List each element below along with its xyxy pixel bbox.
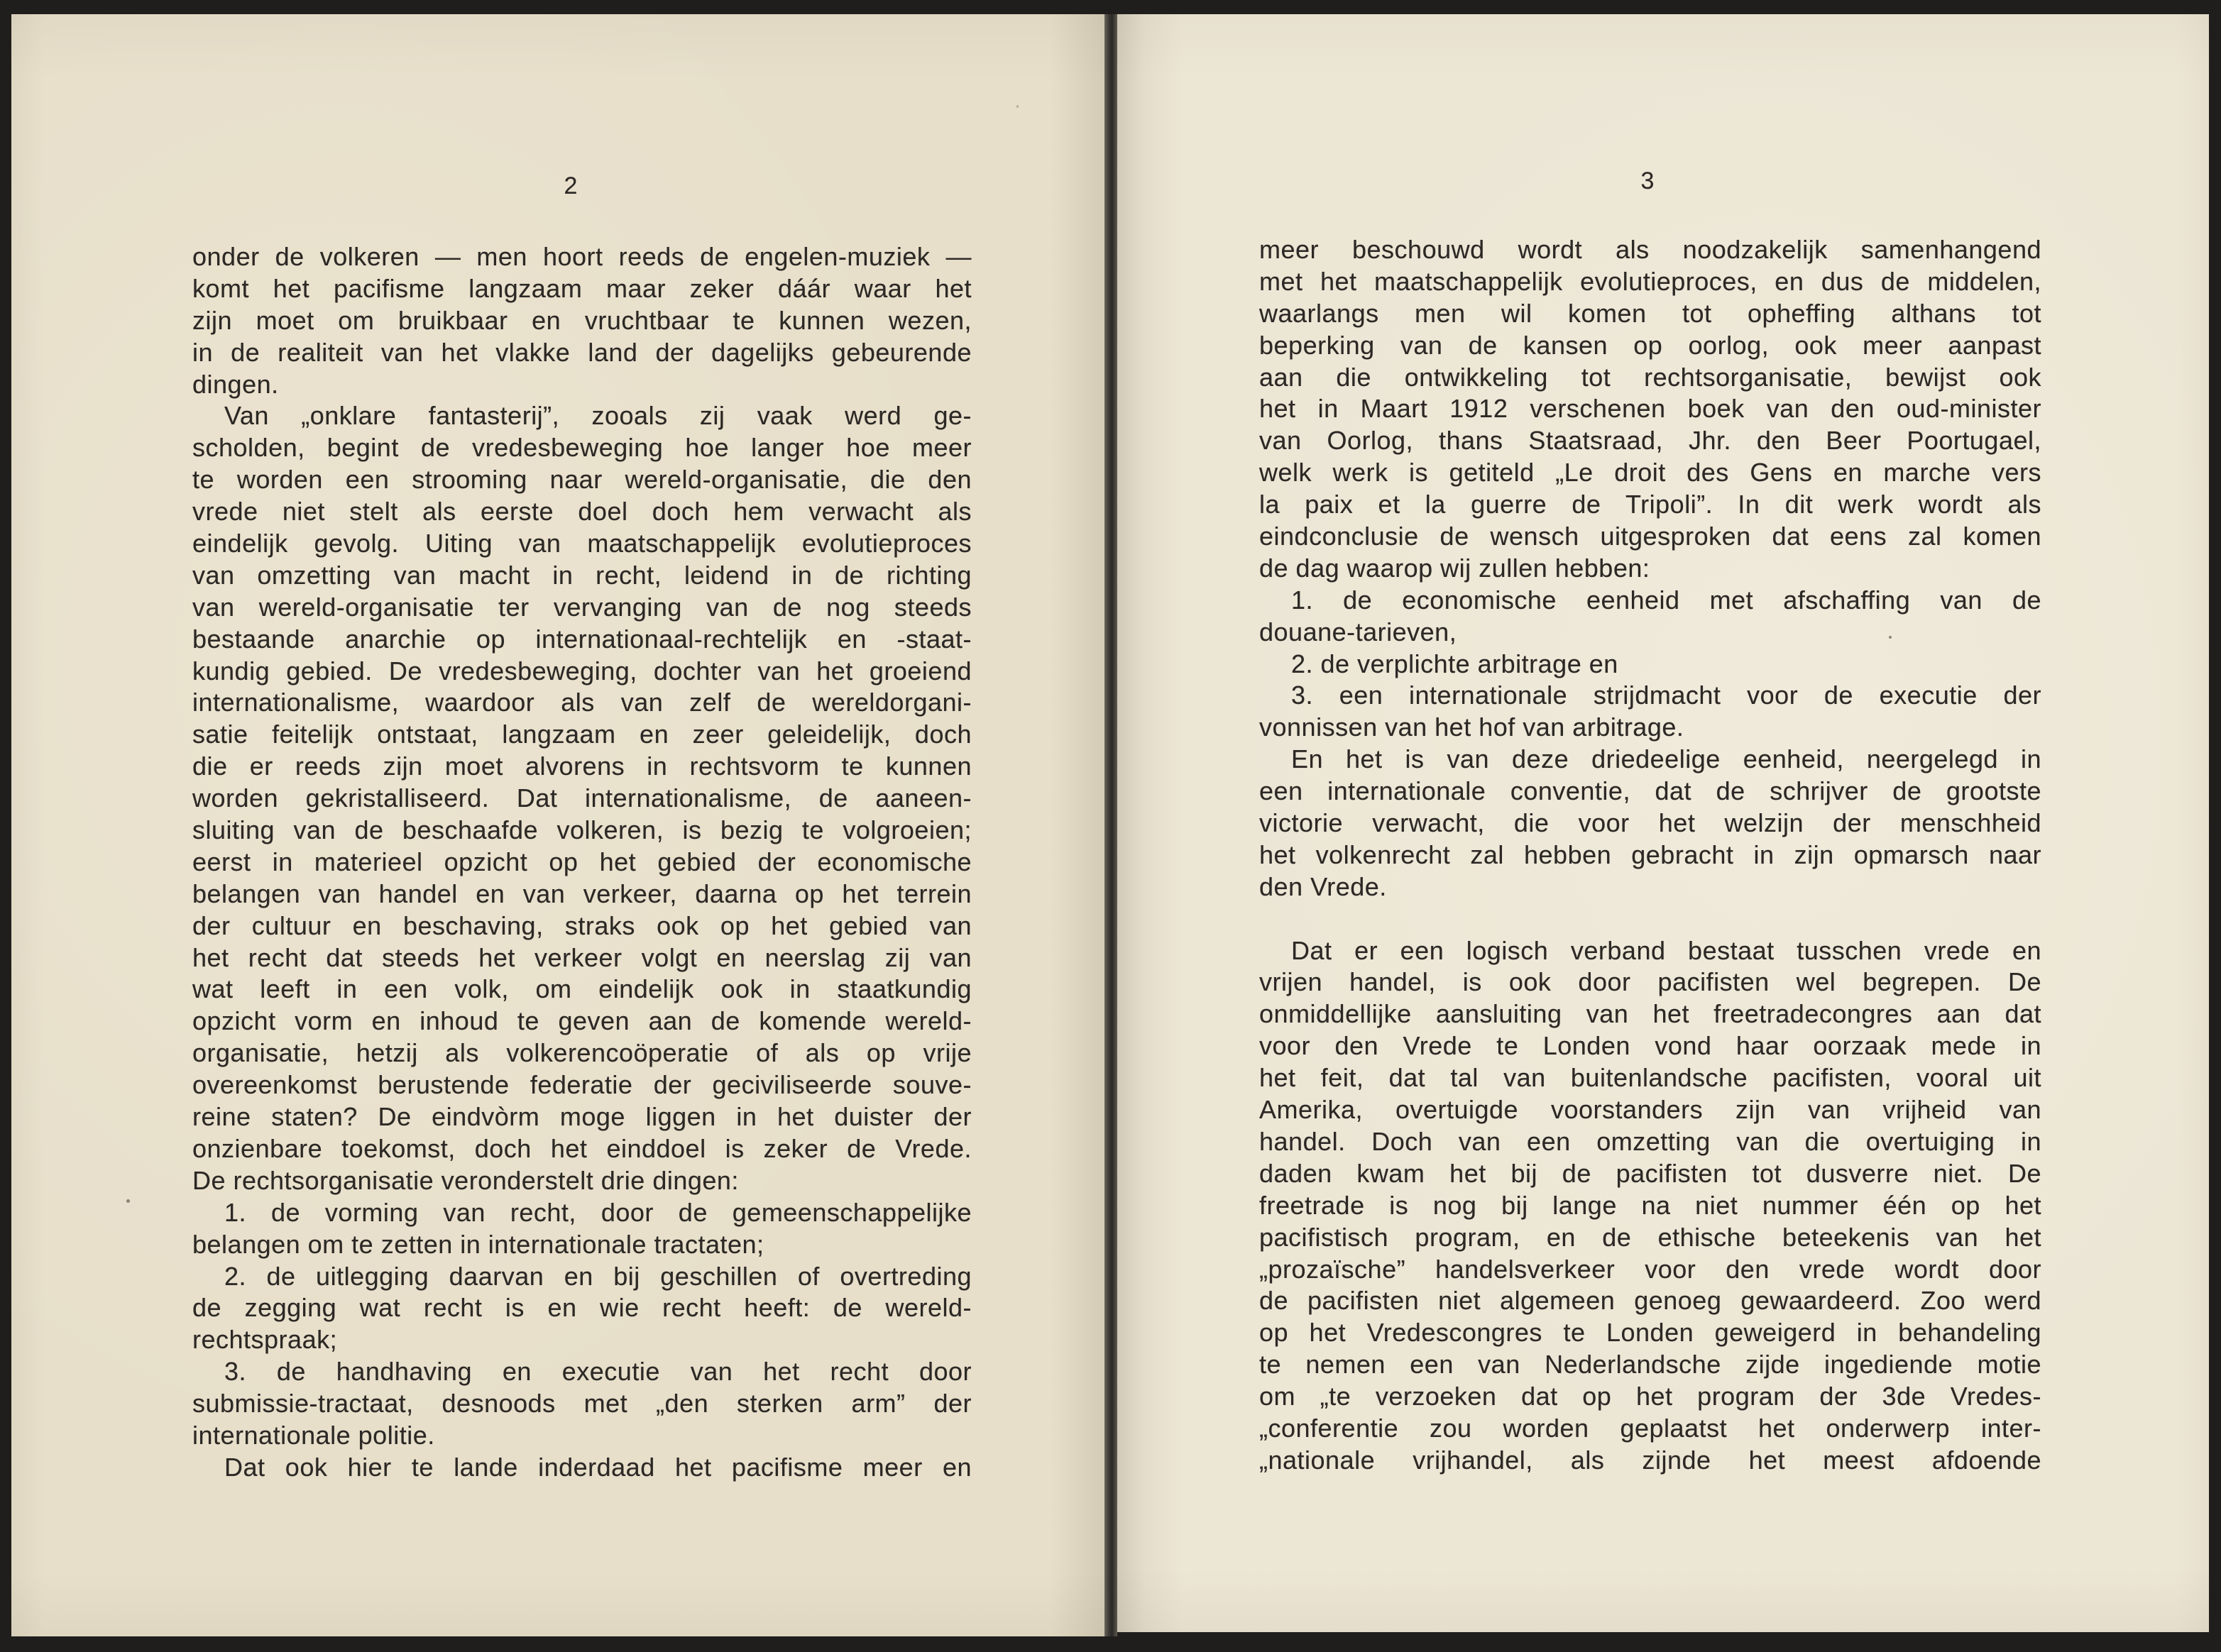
text-line: victorie verwacht, die voor het welzijn der menschheid (1259, 808, 2041, 838)
paragraph (1259, 744, 2041, 903)
text-line: la paix et la guerre de Tripoli”. In dit werk wordt als (1259, 490, 2041, 519)
text-line: scholden, begint de vredesbeweging hoe langer hoe meer (192, 433, 972, 463)
text-line: van Oorlog, thans Staatsraad, Jhr. den Beer Poortugael, (1259, 426, 2041, 456)
text-line: worden gekristalliseerd. Dat internationalisme, de aaneen- (192, 783, 972, 813)
text-line: daden kwam het bij de pacifisten tot dusverre niet. De (1259, 1158, 2041, 1188)
left-page (11, 14, 1104, 1636)
text-line: douane-tarieven, (1259, 617, 1457, 646)
text-line: 2. de verplichte arbitrage en (1291, 649, 1618, 678)
text-line: van wereld-organisatie ter vervanging van de nog steeds (192, 592, 972, 622)
text-line: „conferentie zou worden geplaatst het onderwerp inter- (1259, 1413, 2041, 1443)
text-line: internationale politie. (192, 1420, 435, 1450)
text-line: internationalisme, waardoor als van zelf de wereldorgani- (192, 688, 972, 717)
text-line: satie feitelijk ontstaat, langzaam en zeer geleidelijk, doch (192, 720, 972, 749)
text-line: waarlangs men wil komen tot opheffing althans tot (1259, 298, 2041, 328)
text-line: te nemen een van Nederlandsche zijde ingediende motie (1259, 1350, 2041, 1380)
text-line: eerst in materieel opzicht op het gebied der economische (192, 847, 972, 876)
text-line: dingen. (192, 369, 279, 399)
text-line: het recht dat steeds het verkeer volgt en neerslag zij van (192, 942, 972, 972)
text-line: Van „onklare fantasterij”, zooals zij vaak werd ge- (224, 401, 972, 431)
text-line: reine staten? De eindvòrm moge liggen in het duister der (192, 1102, 972, 1132)
paragraph (192, 1197, 972, 1261)
text-line: „prozaïsche” handelsverkeer voor den vrede wordt door (1259, 1254, 2041, 1284)
body-text (1259, 234, 2041, 1477)
body-text (192, 241, 972, 1484)
ink-speck (1016, 105, 1019, 108)
text-line: van omzetting van macht in recht, leidend in de richting (192, 560, 972, 590)
page-number: 3 (1640, 167, 1655, 194)
text-line: belangen van handel en van verkeer, daarna op het terrein (192, 879, 972, 908)
text-line: Dat er een logisch verband bestaat tusschen vrede en (1291, 935, 2041, 965)
text-line: rechtspraak; (192, 1325, 338, 1355)
paragraph (1259, 680, 2041, 744)
text-line: pacifistisch program, en de ethische beteekenis van het (1259, 1222, 2041, 1252)
text-line: om „te verzoeken dat op het program der 3de Vredes- (1259, 1382, 2041, 1411)
text-line: 3. een internationale strijdmacht voor de executie der (1291, 681, 2041, 710)
paragraph (1259, 585, 2041, 649)
text-line: onder de volkeren — men hoort reeds de engelen-muziek — (192, 242, 972, 271)
text-line: vrijen handel, is ook door pacifisten wel begrepen. De (1259, 967, 2041, 997)
section-break (1259, 903, 2041, 935)
text-line: submissie-tractaat, desnoods met „den sterken arm” der (192, 1389, 972, 1419)
text-line: 3. de handhaving en executie van het recht door (224, 1357, 972, 1387)
text-line: onmiddellijke aansluiting van het freetradecongres aan dat (1259, 999, 2041, 1029)
text-line: sluiting van de beschaafde volkeren, is bezig te volgroeien; (192, 815, 972, 845)
text-line: komt het pacifisme langzaam maar zeker dáár waar het (192, 273, 972, 303)
text-line: in de realiteit van het vlakke land der dagelijks gebeurende (192, 337, 972, 367)
paragraph (1259, 234, 2041, 585)
paragraph (192, 1261, 972, 1357)
text-line: den Vrede. (1259, 871, 1387, 901)
text-line: overeenkomst berustende federatie der geciviliseerde souve- (192, 1070, 972, 1100)
text-line: „nationale vrijhandel, als zijnde het meest afdoende (1259, 1445, 2041, 1475)
text-line: 2. de uitlegging daarvan en bij geschillen of overtreding (224, 1261, 972, 1291)
paragraph (192, 1356, 972, 1452)
text-line: eindelijk gevolg. Uiting van maatschappelijk evolutieproces (192, 529, 972, 558)
right-page (1117, 14, 2209, 1632)
text-line: 1. de vorming van recht, door de gemeenschappelijke (224, 1197, 972, 1227)
paragraph (1259, 649, 2041, 681)
text-line: het feit, dat tal van buitenlandsche pacifisten, vooral uit (1259, 1063, 2041, 1093)
text-line: met het maatschappelijk evolutieproces, en dus de middelen, (1259, 266, 2041, 296)
ink-speck (1889, 636, 1892, 639)
text-line: de dag waarop wij zullen hebben: (1259, 553, 1650, 583)
text-line: die er reeds zijn moet alvorens in rechtsvorm te kunnen (192, 751, 972, 781)
text-line: een internationale conventie, dat de schrijver de grootste (1259, 776, 2041, 806)
text-line: de zegging wat recht is en wie recht heeft: de wereld- (192, 1293, 972, 1323)
text-line: belangen om te zetten in internationale tractaten; (192, 1229, 764, 1259)
text-line: wat leeft in een volk, om eindelijk ook in staatkundig (192, 974, 972, 1004)
text-line: der cultuur en beschaving, straks ook op het gebied van (192, 910, 972, 940)
paragraph (192, 1452, 972, 1484)
text-line: voor den Vrede te Londen vond haar oorzaak mede in (1259, 1031, 2041, 1061)
text-line: kundig gebied. De vredesbeweging, dochter van het groeiend (192, 656, 972, 685)
text-line: zijn moet om bruikbaar en vruchtbaar te kunnen wezen, (192, 305, 972, 335)
text-line: vonnissen van het hof van arbitrage. (1259, 712, 1684, 742)
page-number: 2 (564, 172, 578, 199)
text-line: meer beschouwd wordt als noodzakelijk samenhangend (1259, 235, 2041, 264)
text-line: 1. de economische eenheid met afschaffing van de (1291, 585, 2041, 615)
book-spine (1104, 14, 1117, 1636)
text-line: opzicht vorm en inhoud te geven aan de komende wereld- (192, 1006, 972, 1036)
text-line: te worden een strooming naar wereld-organisatie, die den (192, 465, 972, 495)
text-line: welk werk is getiteld „Le droit des Gens en marche vers (1259, 458, 2041, 488)
text-line: vrede niet stelt als eerste doel doch hem verwacht als (192, 497, 972, 527)
text-line: bestaande anarchie op internationaal-rechtelijk en -staat- (192, 624, 972, 654)
paragraph (192, 400, 972, 1196)
text-line: Dat ook hier te lande inderdaad het pacifisme meer en (224, 1452, 972, 1482)
text-line: De rechtsorganisatie veronderstelt drie dingen: (192, 1165, 739, 1195)
text-line: het volkenrecht zal hebben gebracht in zijn opmarsch naar (1259, 839, 2041, 869)
text-line: aan die ontwikkeling tot rechtsorganisatie, bewijst ook (1259, 362, 2041, 392)
text-line: eindconclusie de wensch uitgesproken dat eens zal komen (1259, 522, 2041, 551)
text-line: de pacifisten niet algemeen genoeg gewaardeerd. Zoo werd (1259, 1286, 2041, 1316)
text-line: op het Vredescongres te Londen geweigerd in behandeling (1259, 1318, 2041, 1348)
text-line: het in Maart 1912 verschenen boek van den oud-minister (1259, 394, 2041, 424)
text-line: handel. Doch van een omzetting van die overtuiging in (1259, 1126, 2041, 1156)
text-line: En het is van deze driedeelige eenheid, neergelegd in (1291, 744, 2041, 774)
text-line: organisatie, hetzij als volkerencoöperatie of als op vrije (192, 1038, 972, 1068)
text-line: beperking van de kansen op oorlog, ook meer aanpast (1259, 330, 2041, 360)
text-line: freetrade is nog bij lange na niet nummer één op het (1259, 1190, 2041, 1220)
paragraph (1259, 935, 2041, 1477)
text-line: Amerika, overtuigde voorstanders zijn van vrijheid van (1259, 1095, 2041, 1125)
ink-speck (126, 1199, 130, 1203)
text-line: onzienbare toekomst, doch het einddoel is zeker de Vrede. (192, 1133, 972, 1163)
paragraph (192, 241, 972, 400)
